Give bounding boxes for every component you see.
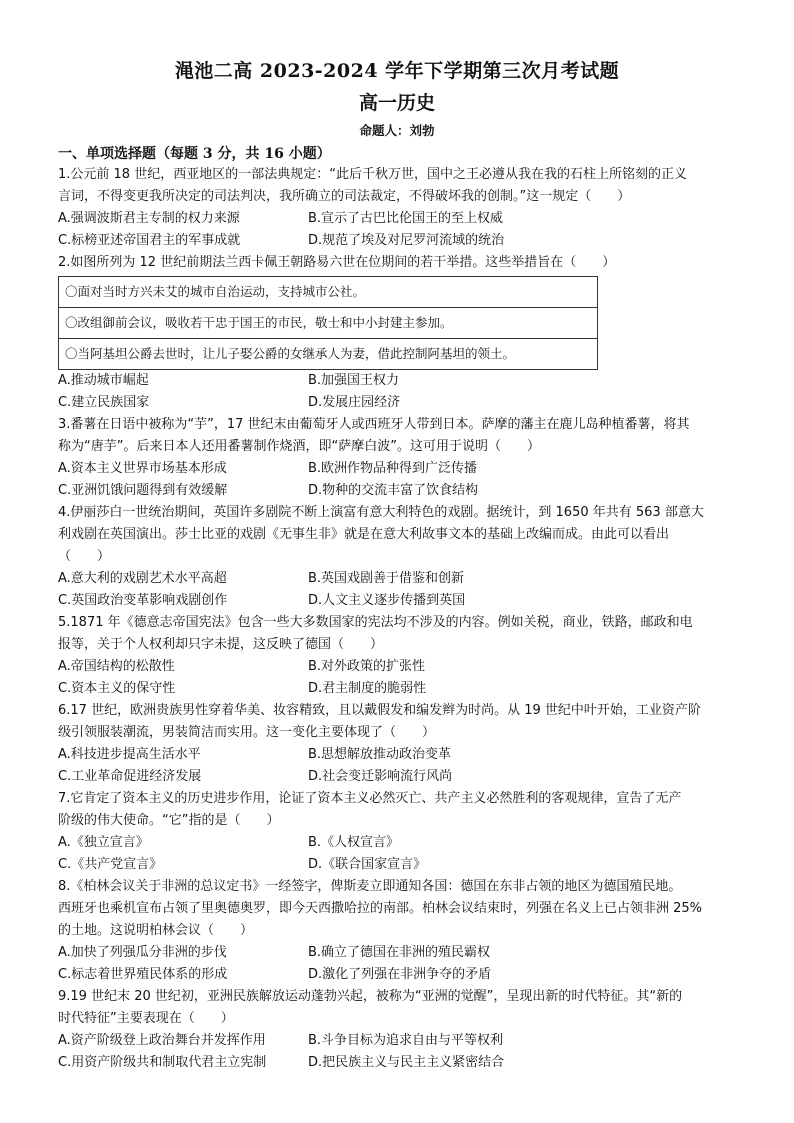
- question-8-option-d: D.激化了列强在非洲争夺的矛盾: [308, 967, 492, 982]
- question-3-option-c: C.亚洲饥饿问题得到有效缓解: [58, 483, 228, 498]
- exam-title: 渑池二高 2023-2024 学年下学期第三次月考试题: [174, 60, 620, 82]
- question-9-option-d: D.把民族主义与民主主义紧密结合: [308, 1055, 505, 1070]
- measures-table-row-1: 〇面对当时方兴未艾的城市自治运动，支持城市公社。: [59, 277, 597, 308]
- question-5-stem-line-2: 报等，关于个人权利却只字未提，这反映了德国（ ）: [58, 637, 384, 652]
- question-2-option-c: C.建立民族国家: [58, 395, 150, 410]
- question-9-option-c: C.用资产阶级共和制取代君主立宪制: [58, 1055, 267, 1070]
- question-2-stem-line-1: 2.如图所列为 12 世纪前期法兰西卡佩王朝路易六世在位期间的若干举措。这些举措旨在（ ）: [58, 255, 616, 270]
- question-2-option-b: B.加强国王权力: [308, 373, 400, 388]
- question-5-option-a: A.帝国结构的松散性: [58, 659, 175, 674]
- question-2-option-a: A.推动城市崛起: [58, 373, 149, 388]
- question-4-stem-line-2: 利戏剧在英国演出。莎士比亚的戏剧《无事生非》就是在意大利故事文本的基础上改编而成。由此可以看出: [58, 527, 670, 542]
- question-3-option-d: D.物种的交流丰富了饮食结构: [308, 483, 479, 498]
- question-1-stem-line-1: 1.公元前 18 世纪，西亚地区的一部法典规定：“此后千秋万世，国中之王必遵从我在我的石柱上所铭刻的正义: [58, 167, 687, 182]
- question-9-option-a: A.资产阶级登上政治舞台并发挥作用: [58, 1033, 266, 1048]
- question-5-stem-line-1: 5.1871 年《德意志帝国宪法》包含一些大多数国家的宪法均不涉及的内容。例如关税，商业，铁路，邮政和电: [58, 615, 693, 630]
- question-7-option-d: D.《联合国家宣言》: [308, 857, 427, 872]
- question-9-stem-line-1: 9.19 世纪末 20 世纪初，亚洲民族解放运动蓬勃兴起，被称为“亚洲的觉醒”，呈现出新的时代特征。其“新的: [58, 989, 683, 1004]
- question-8-option-c: C.标志着世界殖民体系的形成: [58, 967, 228, 982]
- question-6-option-b: B.思想解放推动政治变革: [308, 747, 452, 762]
- question-4-option-b: B.英国戏剧善于借鉴和创新: [308, 571, 465, 586]
- question-6-option-c: C.工业革命促进经济发展: [58, 769, 202, 784]
- question-4-option-d: D.人文主义逐步传播到英国: [308, 593, 466, 608]
- question-2-measures-table: [58, 276, 598, 370]
- exam-subject: 高一历史: [358, 92, 435, 114]
- question-7-stem-line-1: 7.它肯定了资本主义的历史进步作用，论证了资本主义必然灭亡、共产主义必然胜利的客观规律，宣告了无产: [58, 791, 682, 806]
- question-3-stem-line-1: 3.番薯在日语中被称为“芋”，17 世纪末由葡萄牙人或西班牙人带到日本。萨摩的藩主在鹿儿岛种植番薯，将其: [58, 417, 690, 432]
- question-9-option-b: B.斗争目标为追求自由与平等权利: [308, 1033, 504, 1048]
- question-4-option-a: A.意大利的戏剧艺术水平高超: [58, 571, 227, 586]
- question-6-option-a: A.科技进步提高生活水平: [58, 747, 201, 762]
- question-7-stem-line-2: 阶级的伟大使命。“它”指的是（ ）: [58, 813, 280, 828]
- question-8-stem-line-1: 8.《柏林会议关于非洲的总议定书》一经签字，俾斯麦立即通知各国：德国在东非占领的地区为德国殖民地。: [58, 879, 682, 894]
- measures-table-row-2: 〇改组御前会议，吸收若干忠于国王的市民，敬士和中小封建主参加。: [59, 308, 597, 339]
- question-8-option-a: A.加快了列强瓜分非洲的步伐: [58, 945, 227, 960]
- question-1-stem-line-2: 言词，不得变更我所决定的司法判决，我所确立的司法裁定，不得破坏我的创制。”这一规定（ ）: [58, 189, 631, 204]
- question-5-option-d: D.君主制度的脆弱性: [308, 681, 427, 696]
- exam-author: 命题人：刘勃: [359, 123, 435, 138]
- question-5-option-b: B.对外政策的扩张性: [308, 659, 426, 674]
- question-3-option-a: A.资本主义世界市场基本形成: [58, 461, 227, 476]
- question-2-option-d: D.发展庄园经济: [308, 395, 401, 410]
- question-9-stem-line-2: 时代特征”主要表现在（ ）: [58, 1011, 234, 1026]
- question-8-stem-line-3: 的土地。这说明柏林会议（ ）: [58, 923, 254, 938]
- question-6-option-d: D.社会变迁影响流行风尚: [308, 769, 453, 784]
- question-1-option-d: D.规范了埃及对尼罗河流域的统治: [308, 233, 505, 248]
- question-7-option-c: C.《共产党宣言》: [58, 857, 163, 872]
- question-7-option-b: B.《人权宣言》: [308, 835, 400, 850]
- measures-table-row-3: 〇当阿基坦公爵去世时，让儿子娶公爵的女继承人为妻，借此控制阿基坦的领土。: [65, 346, 516, 361]
- question-6-stem-line-1: 6.17 世纪，欧洲贵族男性穿着华美、妆容精致，且以戴假发和编发辫为时尚。从 19 世纪中叶开始，工业资产阶: [58, 703, 701, 718]
- question-1-option-a: A.强调波斯君主专制的权力来源: [58, 211, 240, 226]
- question-1-option-b: B.宣示了古巴比伦国王的至上权威: [308, 211, 504, 226]
- question-8-option-b: B.确立了德国在非洲的殖民霸权: [308, 945, 491, 960]
- question-5-option-c: C.资本主义的保守性: [58, 681, 176, 696]
- question-3-option-b: B.欧洲作物品种得到广泛传播: [308, 461, 478, 476]
- question-4-stem-line-1: 4.伊丽莎白一世统治期间，英国许多剧院不断上演富有意大利特色的戏剧。据统计，到 1650 年共有 563 部意大: [58, 505, 704, 520]
- question-8-stem-line-2: 西班牙也乘机宣布占领了里奥德奥罗，即今天西撒哈拉的南部。柏林会议结束时，列强在名义上已占领非洲 25%: [58, 901, 703, 916]
- question-3-stem-line-2: 称为“唐芋”。后来日本人还用番薯制作烧酒，即“萨摩白波”。这可用于说明（ ）: [58, 439, 540, 454]
- question-4-option-c: C.英国政治变革影响戏剧创作: [58, 593, 228, 608]
- section-heading: 一、单项选择题（每题 3 分，共 16 小题）: [58, 146, 331, 162]
- question-6-stem-line-2: 级引领服装潮流，男装简洁而实用。这一变化主要体现了（ ）: [58, 725, 436, 740]
- question-4-stem-line-3: （ ）: [58, 549, 111, 564]
- question-7-option-a: A.《独立宣言》: [58, 835, 149, 850]
- question-1-option-c: C.标榜亚述帝国君主的军事成就: [58, 233, 241, 248]
